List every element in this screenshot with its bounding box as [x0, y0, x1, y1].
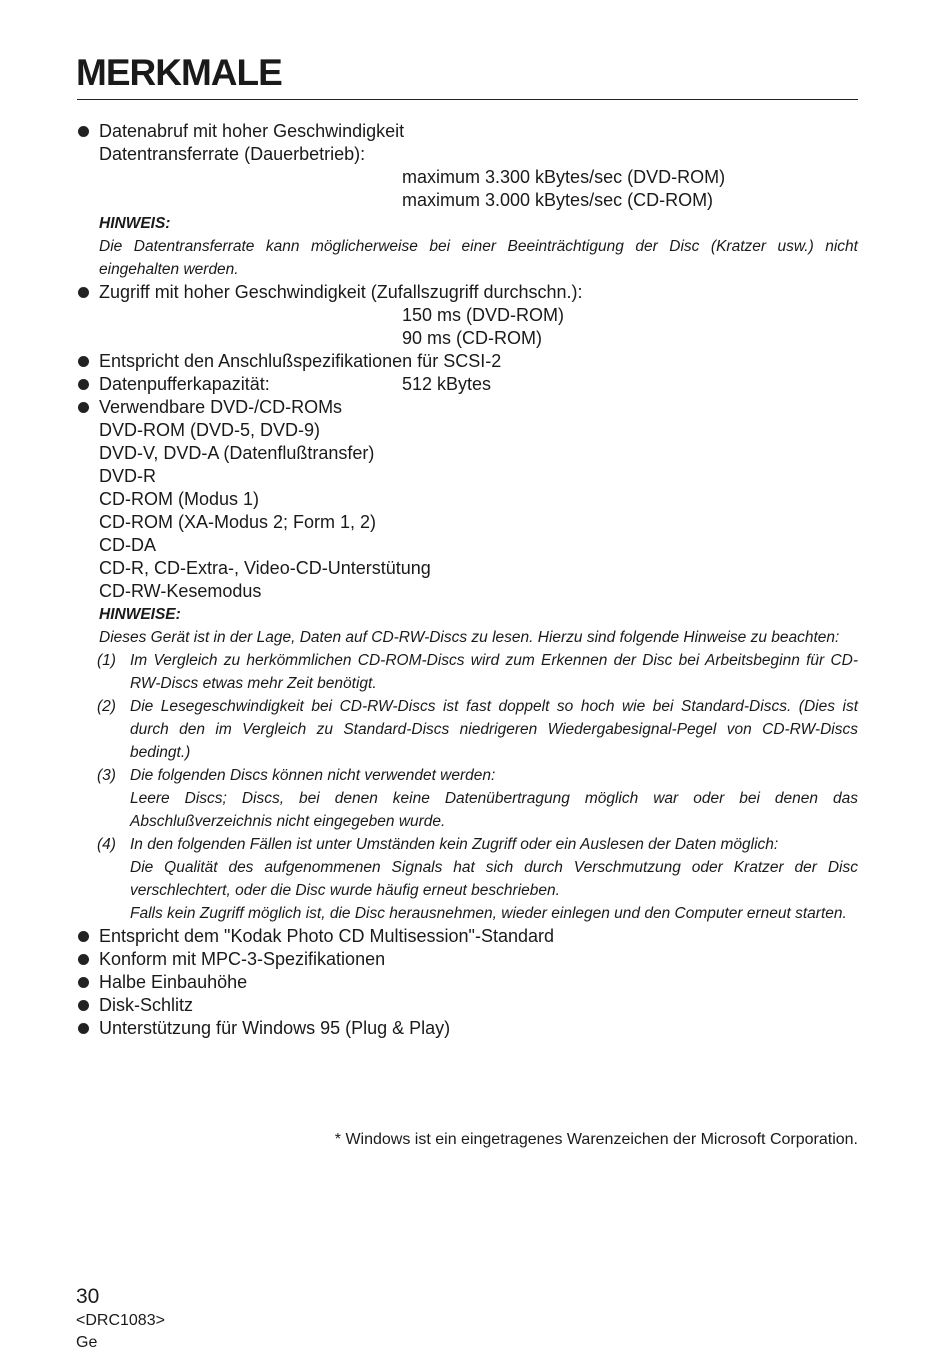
bullet-icon [78, 126, 89, 137]
media-text: CD-DA [99, 535, 156, 555]
feature-text: Datenpufferkapazität: [99, 374, 270, 394]
note-item-subtext: Leere Discs; Discs, bei denen keine Datenübertragung möglich war oder bei denen das Abschlußverzeichnis nicht eingegeben wurde. [130, 790, 858, 830]
note-text: Die Datentransferrate kann möglicherweise bei einer Beeinträchtigung der Disc (Kratzer usw.) nicht eingehalten werden. [99, 238, 858, 278]
notes-block [99, 603, 858, 925]
note-item [99, 833, 858, 925]
feature-item [76, 948, 858, 971]
feature-value [76, 304, 858, 327]
media-item [76, 534, 858, 557]
note-number: (1) [97, 652, 116, 669]
media-text: CD-ROM (Modus 1) [99, 489, 260, 509]
media-text: CD-RW-Kesemodus [99, 581, 262, 601]
bullet-icon [78, 356, 89, 367]
note-item-text: Die Lesegeschwindigkeit bei CD-RW-Discs ist fast doppelt so hoch wie bei Standard-Discs. (Dies ist durch den im Vergleich zu Standard-Discs niedrigeren Wiedergabesignal-Pegel von CD-RW-Discs bedingt.) [130, 698, 858, 761]
feature-value [76, 166, 858, 189]
bullet-icon [78, 287, 89, 298]
media-item [76, 580, 858, 603]
feature-text: Konform mit MPC-3-Spezifikationen [99, 949, 386, 969]
feature-item [76, 925, 858, 948]
note-item-text: In den folgenden Fällen ist unter Umständen kein Zugriff oder ein Auslesen der Daten möglich: [130, 836, 779, 853]
page-title: MERKMALE [76, 52, 282, 93]
note-item [99, 649, 858, 695]
media-text: DVD-R [99, 466, 156, 486]
feature-text: Disk-Schlitz [99, 995, 194, 1015]
feature-text: Entspricht den Anschlußspezifikationen für SCSI-2 [99, 351, 502, 371]
bullet-icon [78, 931, 89, 942]
document-code: <DRC1083> [76, 1312, 165, 1329]
title-rule [77, 99, 858, 100]
note-item-subtext: Die Qualität des aufgenommenen Signals hat sich durch Verschmutzung oder Kratzer der Disc verschlechtert, oder die Disc wurde häufig erneut beschrieben. [130, 859, 858, 899]
media-item [76, 442, 858, 465]
feature-item [76, 971, 858, 994]
note-number: (3) [97, 767, 116, 784]
feature-item [76, 373, 858, 396]
feature-text: Zugriff mit hoher Geschwindigkeit (Zufallszugriff durchschn.): [99, 282, 583, 302]
media-item [76, 419, 858, 442]
value-text: 512 kBytes [402, 374, 492, 394]
language-code: Ge [76, 1334, 98, 1351]
feature-text: Halbe Einbauhöhe [99, 972, 248, 992]
note-number: (2) [97, 698, 116, 715]
media-item [76, 557, 858, 580]
feature-list [76, 120, 858, 1040]
feature-item [76, 396, 858, 419]
bullet-icon [78, 1023, 89, 1034]
note-item [99, 764, 858, 833]
feature-value [76, 189, 858, 212]
media-item [76, 488, 858, 511]
bullet-icon [78, 977, 89, 988]
notes-heading: HINWEISE: [99, 606, 181, 623]
media-text: DVD-V, DVD-A (Datenflußtransfer) [99, 443, 375, 463]
feature-text: Unterstützung für Windows 95 (Plug & Play) [99, 1018, 451, 1038]
bullet-icon [78, 379, 89, 390]
note-item [99, 695, 858, 764]
feature-text: Datenabruf mit hoher Geschwindigkeit [99, 121, 405, 141]
bullet-icon [78, 402, 89, 413]
feature-item [76, 994, 858, 1017]
media-text: DVD-ROM (DVD-5, DVD-9) [99, 420, 321, 440]
notes-list [99, 649, 858, 925]
note-heading: HINWEIS: [99, 215, 171, 232]
notes-intro: Dieses Gerät ist in der Lage, Daten auf CD-RW-Discs zu lesen. Hierzu sind folgende Hinweise zu beachten: [99, 629, 840, 646]
feature-sub-text: Datentransferrate (Dauerbetrieb): [99, 144, 366, 164]
bullet-icon [78, 1000, 89, 1011]
footnote: * Windows ist ein eingetragenes Warenzeichen der Microsoft Corporation. [334, 1131, 858, 1148]
feature-item [76, 1017, 858, 1040]
value-text: maximum 3.000 kBytes/sec (CD-ROM) [402, 190, 714, 210]
value-text: 150 ms (DVD-ROM) [402, 305, 565, 325]
feature-value [76, 327, 858, 350]
value-text: maximum 3.300 kBytes/sec (DVD-ROM) [402, 167, 726, 187]
feature-item [76, 120, 858, 143]
feature-item [76, 350, 858, 373]
feature-text: Entspricht dem "Kodak Photo CD Multisession"-Standard [99, 926, 554, 946]
note-item-text: Die folgenden Discs können nicht verwendet werden: [130, 767, 496, 784]
feature-sub [76, 143, 858, 166]
page-number: 30 [76, 1285, 100, 1308]
note-number: (4) [97, 836, 116, 853]
note-block [99, 212, 858, 281]
media-text: CD-R, CD-Extra-, Video-CD-Unterstütung [99, 558, 431, 578]
bullet-icon [78, 954, 89, 965]
note-item-text: Im Vergleich zu herkömmlichen CD-ROM-Discs wird zum Erkennen der Disc bei Arbeitsbeginn für CD-RW-Discs etwas mehr Zeit benötigt. [130, 652, 858, 692]
media-item [76, 465, 858, 488]
value-text: 90 ms (CD-ROM) [402, 328, 542, 348]
feature-text: Verwendbare DVD-/CD-ROMs [99, 397, 343, 417]
media-item [76, 511, 858, 534]
media-text: CD-ROM (XA-Modus 2; Form 1, 2) [99, 512, 377, 532]
feature-item [76, 281, 858, 304]
note-item-subtext: Falls kein Zugriff möglich ist, die Disc herausnehmen, wieder einlegen und den Computer erneut starten. [130, 905, 847, 922]
